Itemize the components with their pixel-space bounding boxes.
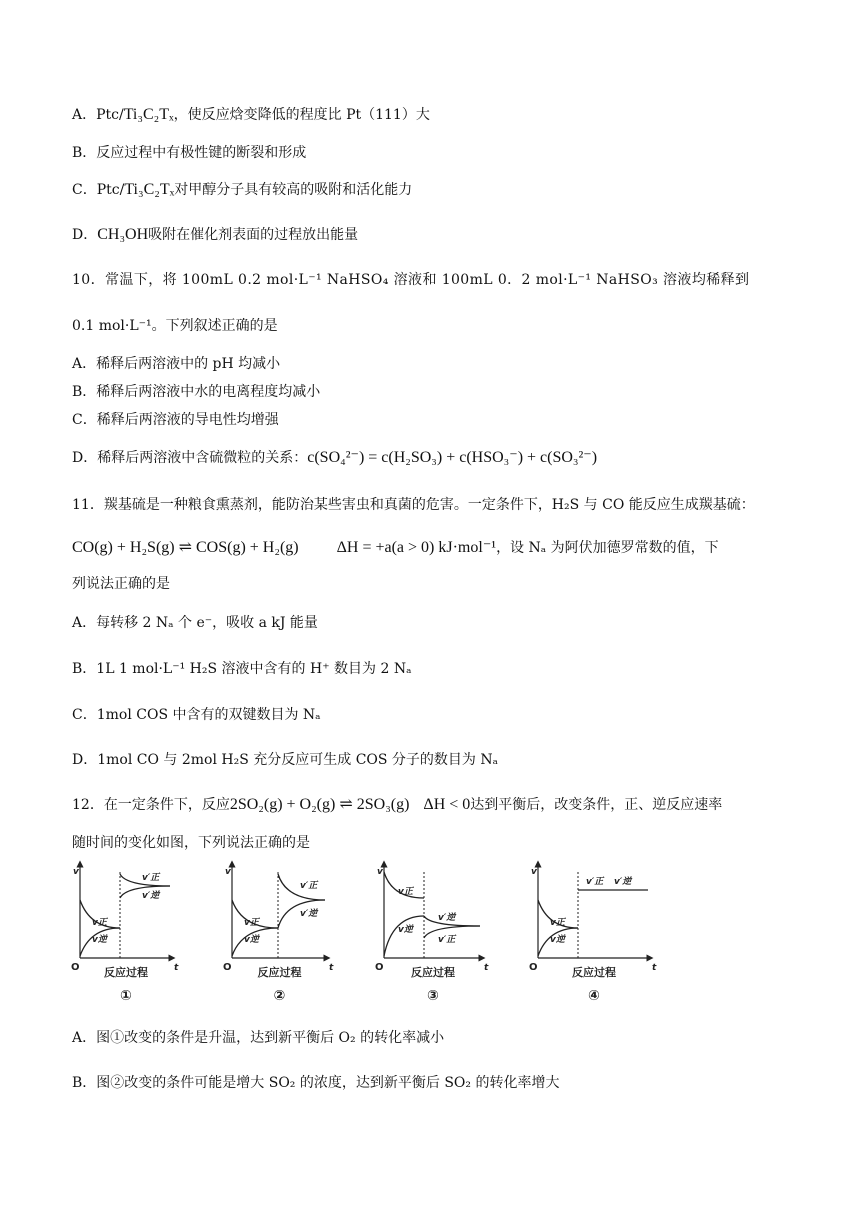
q11-stem-line2 [72,538,792,558]
v-reverse-new-label-1: v′逆 [142,891,160,901]
rate-time-graphs [72,858,658,1010]
q10-option-c: C．稀释后两溶液的导电性均增强 [72,412,279,428]
v-forward-label-4: v正 [550,918,565,928]
v-forward-new-label-1: v′正 [142,873,160,883]
q11-stem-line1: 11．羰基硫是一种粮食熏蒸剂，能防治某些害虫和真菌的危害。一定条件下，H₂S 与 CO 能反应生成羰基硫： [72,497,755,513]
v-forward-label-3: v正 [398,887,413,897]
q12-stem-line1 [72,795,792,815]
q10-option-a: A．稀释后两溶液中的 pH 均减小 [72,356,281,372]
q11-enthalpy: ΔH = +a(a > 0) kJ·mol⁻¹ [336,539,497,556]
q12-condition: ΔH < 0 [423,796,471,813]
q12-option-b: B．图②改变的条件可能是增大 SO₂ 的浓度，达到新平衡后 SO₂ 的转化率增大 [72,1075,560,1091]
x-axis-label-2: t [329,963,334,973]
q9-c-formula: Ti₃C₂Tₓ [124,181,175,198]
x-title-2: 反应过程 [257,966,302,979]
q9-d-suffix: 吸附在催化剂表面的过程放出能量 [148,227,359,243]
y-axis-label-1: v [73,867,79,877]
q10-option-d [72,448,792,468]
y-axis-label-2: v [225,867,231,877]
q9-c-suffix: 对甲醇分子具有较高的吸附和活化能力 [174,182,413,198]
y-axis-label-4: v [531,867,537,877]
q9-a-formula: Ti₃C₂Tₓ [123,106,174,123]
q11-option-c: C．1mol COS 中含有的双键数目为 Nₐ [72,707,321,723]
q12-stem-suffix: 达到平衡后，改变条件，正、逆反应速率 [470,797,723,813]
q10-d-formula: c(SO₄²⁻) = c(H₂SO₃) + c(HSO₃⁻) + c(SO₃²⁻) [307,449,598,466]
y-axis-label-3: v [377,867,383,877]
v-forward-new-label-3: v′正 [438,935,456,945]
v-forward-label-1: v正 [92,918,107,928]
origin-label-2: O [223,962,232,973]
q11-option-b: B．1L 1 mol·L⁻¹ H₂S 溶液中含有的 H⁺ 数目为 2 Nₐ [72,661,412,677]
q11-stem-tail: ，设 Nₐ 为阿伏加德罗常数的值，下 [496,540,719,556]
q9-option-b: B．反应过程中有极性键的断裂和形成 [72,145,307,161]
q10-d-prefix: D．稀释后两溶液中含硫微粒的关系： [72,450,308,466]
q9-d-prefix: D． [72,227,98,243]
q10-option-b: B．稀释后两溶液中水的电离程度均减小 [72,384,321,400]
q10-stem-line1: 10．常温下，将 100mL 0.2 mol·L⁻¹ NaHSO₄ 溶液和 100mL 0．2 mol·L⁻¹ NaHSO₃ 溶液均稀释到 [72,272,750,288]
q11-stem-line3: 列说法正确的是 [72,576,170,592]
v-reverse-label-4: v逆 [550,935,565,945]
q9-c-prefix: C．Ptc/ [72,182,125,198]
v-reverse-curve-3 [384,916,424,956]
q12-option-a: A．图①改变的条件是升温，达到新平衡后 O₂ 的转化率减小 [72,1030,445,1046]
q10-stem-line2: 0.1 mol·L⁻¹。下列叙述正确的是 [72,318,278,334]
q12-stem-prefix: 12．在一定条件下，反应 [72,797,230,813]
x-axis-label-1: t [174,963,179,973]
v-reverse-new-label-2: v′逆 [300,909,318,919]
q12-equation: 2SO₂(g) + O₂(g) ⇌ 2SO₃(g) [229,796,410,813]
q9-a-suffix: ，使反应焓变降低的程度比 Pt（111）大 [173,107,430,123]
panel-label-4: ④ [588,988,600,1004]
origin-label-4: O [529,962,538,973]
v-reverse-new-label-4: v′逆 [614,877,632,887]
q9-d-formula: CH₃OH [97,226,149,243]
x-axis-label-3: t [484,963,489,973]
q9-option-a [72,105,792,125]
q9-option-c [72,180,792,200]
v-reverse-label-1: v逆 [92,935,107,945]
panel-label-2: ② [273,988,286,1004]
rate-time-figure [72,858,658,1010]
q9-a-prefix: A．Ptc/ [72,107,124,123]
q11-option-a: A．每转移 2 Nₐ 个 e⁻，吸收 a kJ 能量 [72,615,318,631]
q11-option-d: D．1mol CO 与 2mol H₂S 充分反应可生成 COS 分子的数目为 Nₐ [72,752,499,768]
q11-equation: CO(g) + H₂S(g) ⇌ COS(g) + H₂(g) [72,539,299,556]
v-forward-new-label-4: v′正 [586,877,604,887]
panel-label-1: ① [120,988,132,1004]
origin-label-1: O [71,962,80,973]
x-axis-label-4: t [652,963,657,973]
v-reverse-new-label-3: v′逆 [438,913,456,923]
v-forward-label-2: v正 [244,918,259,928]
x-title-1: 反应过程 [104,966,148,979]
v-reverse-label-2: v逆 [244,935,259,945]
origin-label-3: O [375,962,384,973]
q12-stem-line2: 随时间的变化如图，下列说法正确的是 [72,835,310,851]
v-forward-new-label-2: v′正 [300,881,318,891]
x-title-4: 反应过程 [572,966,616,979]
x-title-3: 反应过程 [411,966,455,979]
panel-label-3: ③ [427,988,439,1004]
q9-option-d [72,225,792,245]
v-reverse-label-3: v逆 [398,925,413,935]
